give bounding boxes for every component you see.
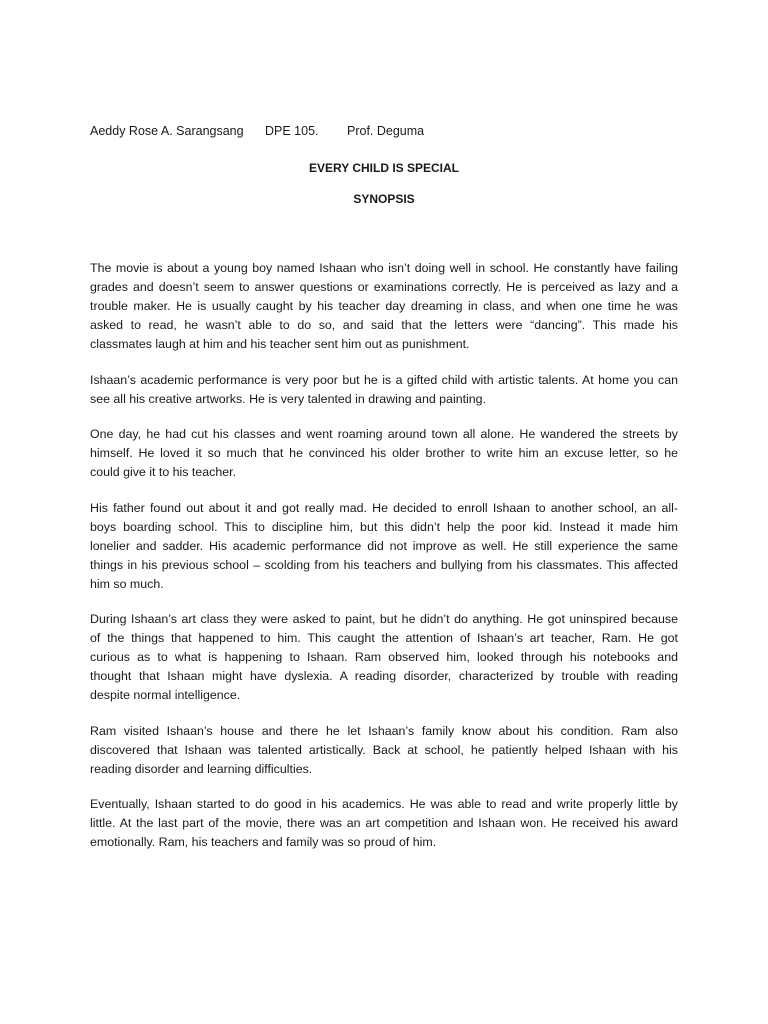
paragraph-line: himself. He loved it so much that he convinced his older brother to write him an excuse letter, so he xyxy=(90,446,678,460)
paragraph xyxy=(90,425,678,482)
paragraph-line: trouble maker. He is usually caught by his teacher day dreaming in class, and when one time he was xyxy=(90,299,678,313)
paragraph-line: classmates laugh at him and his teacher sent him out as punishment. xyxy=(90,337,470,351)
paragraph-line: boys boarding school. This to discipline him, but this didn’t help the poor kid. Instead it made him xyxy=(90,519,678,534)
section-heading: SYNOPSIS xyxy=(353,192,415,206)
paragraph-line: him so much. xyxy=(90,576,164,591)
paragraph-line: discovered that Ishaan was talented artistically. Back at school, he patiently helped Ishaan with his xyxy=(90,742,678,757)
paragraph-line: despite normal intelligence. xyxy=(90,688,241,702)
paragraph xyxy=(90,499,678,594)
paragraph-line: curious as to what is happening to Ishaan. Ram observed him, looked through his notebooks and xyxy=(90,650,678,664)
paragraph xyxy=(90,371,678,409)
paragraph-line: things in his previous school – scolding from his teachers and bullying from his classmates. This affected xyxy=(90,557,678,572)
author-name: Aeddy Rose A. Sarangsang xyxy=(90,124,244,138)
paragraph xyxy=(90,722,678,779)
paragraph-line: lonelier and sadder. His academic performance did not improve as well. He still experience the same xyxy=(90,538,678,553)
paragraph-line: Ram visited Ishaan’s house and there he let Ishaan’s family know about his condition. Ram also xyxy=(90,723,678,738)
paragraph-line: see all his creative artworks. He is very talented in drawing and painting. xyxy=(90,391,487,406)
paragraph-line: His father found out about it and got really mad. He decided to enroll Ishaan to another school, an all- xyxy=(90,500,678,515)
synopsis-body xyxy=(90,259,678,869)
paragraph-line: of the things that happened to him. This caught the attention of Ishaan’s art teacher, Ram. He got xyxy=(90,631,678,645)
paragraph-line: Ishaan’s academic performance is very poor but he is a gifted child with artistic talents. At home you can xyxy=(90,372,678,387)
document-title: EVERY CHILD IS SPECIAL xyxy=(308,161,460,175)
paragraph xyxy=(90,795,678,852)
professor-name: Prof. Deguma xyxy=(347,124,425,138)
paragraph xyxy=(90,610,678,705)
course-code: DPE 105. xyxy=(265,124,319,138)
paragraph-line: reading disorder and learning difficulties. xyxy=(90,761,313,776)
paragraph-line: emotionally. Ram, his teachers and family was so proud of him. xyxy=(90,835,437,849)
paragraph-line: Eventually, Ishaan started to do good in his academics. He was able to read and write properly little by xyxy=(90,797,678,811)
paragraph-line: little. At the last part of the movie, there was an art competition and Ishaan won. He received his award xyxy=(90,816,678,830)
paragraph-line: One day, he had cut his classes and went roaming around town all alone. He wandered the streets by xyxy=(90,427,678,441)
paragraph-line: could give it to his teacher. xyxy=(90,465,237,479)
paragraph-line: During Ishaan’s art class they were asked to paint, but he didn’t do anything. He got uninspired because xyxy=(90,612,678,626)
paragraph xyxy=(90,259,678,354)
paragraph-line: grades and doesn’t seem to answer questions or examinations correctly. He is perceived as lazy and a xyxy=(90,280,678,294)
paragraph-line: The movie is about a young boy named Ishaan who isn’t doing well in school. He constantly have failing xyxy=(90,261,678,275)
paragraph-line: asked to read, he wasn’t able to do so, and said that the letters were “dancing”. This made his xyxy=(90,318,678,332)
paragraph-line: thought that Ishaan might have dyslexia. A reading disorder, characterized by trouble with reading xyxy=(90,669,678,683)
